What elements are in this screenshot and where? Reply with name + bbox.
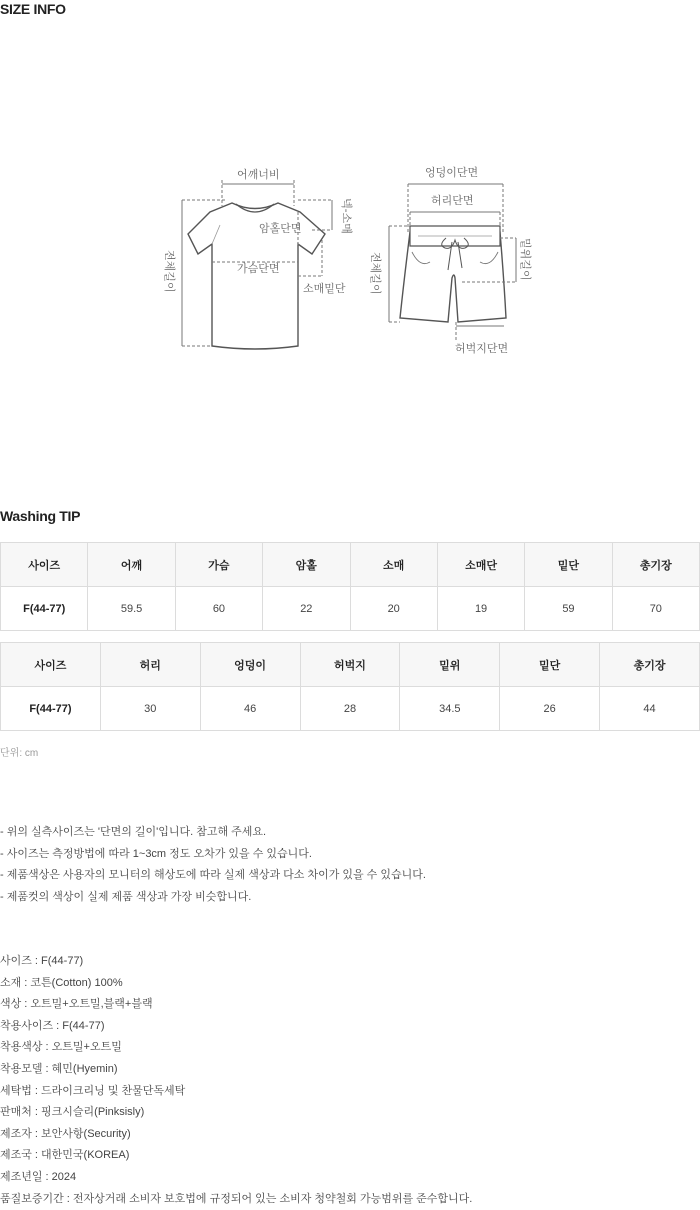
table-cell: 59 — [525, 587, 612, 631]
table-cell: 20 — [350, 587, 437, 631]
header-cell: 엉덩이 — [200, 643, 300, 687]
header-cell: 총기장 — [600, 643, 700, 687]
note-line: - 제품색상은 사용자의 모니터의 해상도에 따라 실제 색상과 다소 차이가 있을 수 있습니다. — [0, 869, 426, 882]
table-row — [1, 687, 700, 731]
washing-tip-title: Washing TIP — [0, 508, 81, 524]
label-chest: 가슴단면 — [237, 262, 280, 275]
size-diagram — [0, 150, 700, 370]
label-neck-sleeve: 넥-소매 — [340, 198, 353, 234]
header-cell: 밑위 — [400, 643, 500, 687]
label-rise: 밑위길이 — [519, 238, 532, 281]
top-size-table — [0, 542, 700, 631]
header-cell: 소매단 — [437, 543, 524, 587]
table-cell: 59.5 — [88, 587, 175, 631]
table-cell: 44 — [600, 687, 700, 731]
table-header-row — [1, 643, 700, 687]
info-line: 착용색상 : 오트밀+오트밀 — [0, 1041, 122, 1054]
table-cell: 46 — [200, 687, 300, 731]
unit-note: 단위: cm — [0, 748, 39, 759]
info-line: 품질보증기간 : 전자상거래 소비자 보호법에 규정되어 있는 소비자 청약철회 가능범위를 준수합니다. — [0, 1192, 473, 1205]
size-notes — [0, 822, 426, 909]
info-line: 소재 : 코튼(Cotton) 100% — [0, 976, 123, 989]
header-cell: 어깨 — [88, 543, 175, 587]
table-cell: 19 — [437, 587, 524, 631]
info-line: 사이즈 : F(44-77) — [0, 955, 84, 967]
label-top-total-length: 전체길이 — [163, 250, 176, 293]
note-line: - 위의 실측사이즈는 '단면의 길이'입니다. 참고해 주세요. — [0, 826, 267, 838]
header-cell: 밑단 — [525, 543, 612, 587]
table-cell: F(44-77) — [1, 587, 88, 631]
bottom-size-table — [0, 642, 700, 731]
label-shoulder: 어깨너비 — [237, 168, 280, 181]
table-header-row — [1, 543, 700, 587]
info-line: 판매처 : 핑크시슬리(Pinksisly) — [0, 1106, 145, 1119]
table-row — [1, 587, 700, 631]
shorts-illustration — [400, 226, 506, 322]
label-bottom-total-length: 전체길이 — [369, 252, 382, 295]
table-cell: 30 — [100, 687, 200, 731]
info-line: 세탁법 : 드라이크리닝 및 찬물단독세탁 — [0, 1084, 186, 1097]
header-cell: 사이즈 — [1, 643, 101, 687]
table-cell: F(44-77) — [1, 687, 101, 731]
note-line: - 제품컷의 색상이 실제 제품 색상과 가장 비슷합니다. — [0, 891, 252, 904]
header-cell: 암홀 — [263, 543, 350, 587]
note-line: - 사이즈는 측정방법에 따라 1~3cm 정도 오차가 있을 수 있습니다. — [0, 847, 312, 860]
header-cell: 밑단 — [500, 643, 600, 687]
info-line: 제조년일 : 2024 — [0, 1170, 77, 1183]
table-cell: 60 — [175, 587, 262, 631]
table-cell: 26 — [500, 687, 600, 731]
label-waist: 허리단면 — [431, 194, 474, 207]
header-cell: 사이즈 — [1, 543, 88, 587]
info-line: 제조국 : 대한민국(KOREA) — [0, 1149, 130, 1162]
info-line: 착용모델 : 혜민(Hyemin) — [0, 1062, 118, 1075]
info-line: 착용사이즈 : F(44-77) — [0, 1019, 105, 1032]
label-sleeve-hem: 소매밑단 — [303, 282, 346, 295]
label-armhole: 암홀단면 — [259, 222, 302, 235]
header-cell: 소매 — [350, 543, 437, 587]
header-cell: 가슴 — [175, 543, 262, 587]
info-line: 제조자 : 보안사항(Security) — [0, 1127, 131, 1140]
label-thigh: 허벅지단면 — [455, 342, 509, 355]
table-cell: 22 — [263, 587, 350, 631]
table-cell: 70 — [612, 587, 699, 631]
label-hip: 엉덩이단면 — [425, 166, 479, 179]
table-cell: 34.5 — [400, 687, 500, 731]
header-cell: 허벅지 — [300, 643, 400, 687]
info-line: 색상 : 오트밀+오트밀,블랙+블랙 — [0, 998, 153, 1011]
size-info-title: SIZE INFO — [0, 1, 66, 17]
header-cell: 총기장 — [612, 543, 699, 587]
header-cell: 허리 — [100, 643, 200, 687]
product-info — [0, 951, 472, 1210]
table-cell: 28 — [300, 687, 400, 731]
